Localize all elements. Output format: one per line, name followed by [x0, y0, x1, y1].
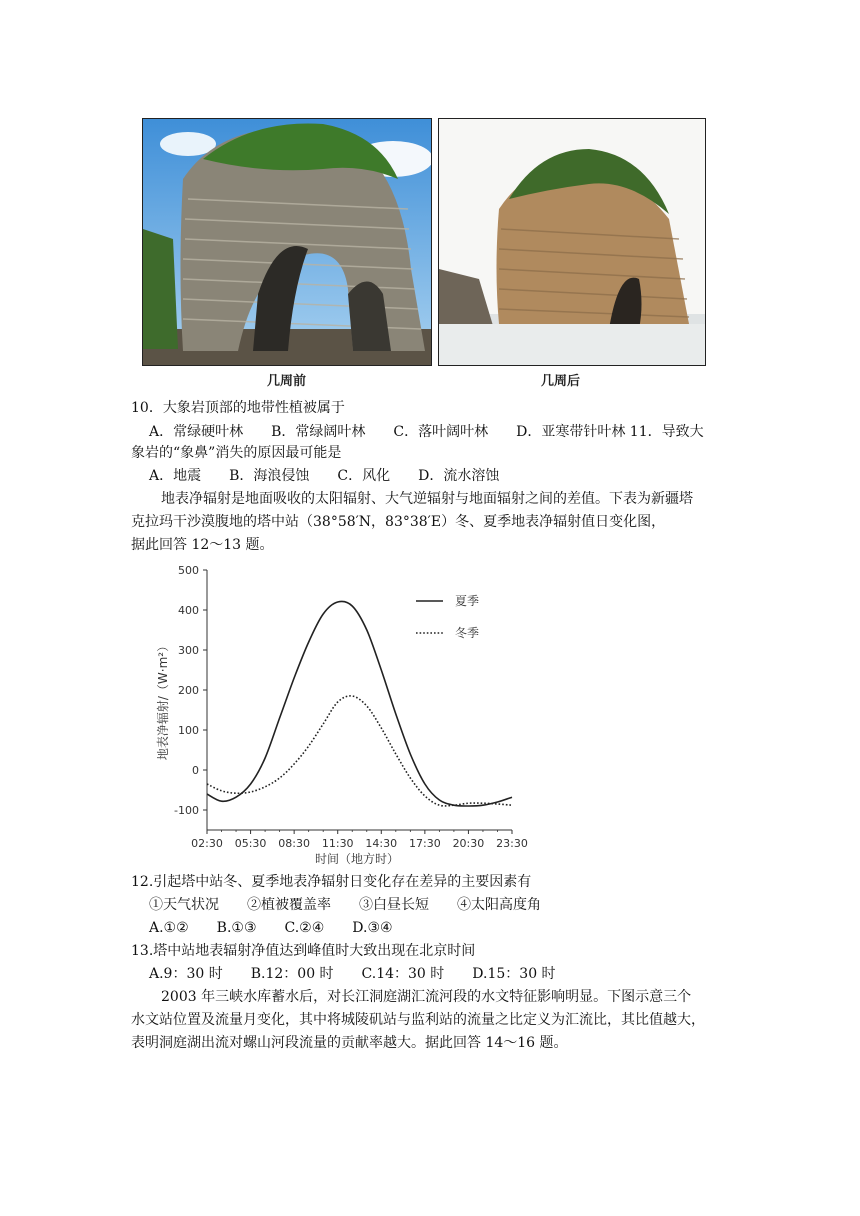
- x-tick-label: 11:30: [321, 837, 354, 850]
- photo-after-elephant-rock: [438, 118, 706, 366]
- passage2-line1: 2003 年三峡水库蓄水后，对长江洞庭湖汇流河段的水文特征影响明显。下图示意三个: [161, 989, 692, 1005]
- x-tick-label: 08:30: [278, 837, 310, 850]
- q10-options: A．常绿硬叶林 B．常绿阔叶林 C．落叶阔叶林 D．亚寒带针叶林 11．导致大: [149, 424, 704, 440]
- q12-stem: 12.引起塔中站冬、夏季地表净辐射日变化存在差异的主要因素有: [131, 874, 532, 890]
- x-tick-label: 23:30: [496, 837, 528, 850]
- x-axis-label: 时间（地方时）: [314, 852, 400, 866]
- passage1-line2: 克拉玛干沙漠腹地的塔中站（38°58′N，83°38′E）冬、夏季地表净辐射值日变化图，: [131, 514, 666, 530]
- photo-before-elephant-rock: [142, 118, 432, 366]
- y-axis-label: 地表净辐射/（W·m²）: [156, 639, 170, 761]
- passage2-line3: 表明洞庭湖出流对螺山河段流量的贡献率越大。据此回答 14～16 题。: [131, 1035, 568, 1051]
- x-tick-label: 17:30: [409, 837, 441, 850]
- legend: [416, 593, 479, 640]
- passage1-line1: 地表净辐射是地面吸收的太阳辐射、大气逆辐射与地面辐射之间的差值。下表为新疆塔: [161, 491, 693, 507]
- q11-options: A．地震 B．海浪侵蚀 C．风化 D．流水溶蚀: [149, 468, 500, 484]
- x-tick-label: 20:30: [452, 837, 485, 850]
- x-tick-label: 02:30: [191, 837, 223, 850]
- elephant-rock-after-image: [439, 119, 705, 365]
- net-radiation-chart: [150, 560, 530, 870]
- q11-stem: 象岩的“象鼻”消失的原因最可能是: [131, 445, 342, 461]
- caption-before: 几周前: [267, 374, 307, 389]
- legend-label: 夏季: [455, 594, 480, 608]
- passage1-line3: 据此回答 12～13 题。: [131, 537, 274, 553]
- caption-after: 几周后: [541, 374, 581, 389]
- series-line-winter: [207, 696, 512, 806]
- x-tick-label: 14:30: [365, 837, 398, 850]
- q12-options: A.①② B.①③ C.②④ D.③④: [149, 920, 393, 936]
- y-tick-label: 300: [178, 644, 199, 657]
- y-tick-label: 0: [192, 764, 199, 777]
- y-tick-label: 100: [178, 724, 199, 737]
- y-axis-label-group: [155, 640, 170, 760]
- legend-label: 冬季: [455, 626, 480, 640]
- y-tick-label: -100: [174, 804, 199, 817]
- y-tick-label: 500: [178, 564, 199, 577]
- q12-items: ①天气状况 ②植被覆盖率 ③白昼长短 ④太阳高度角: [149, 897, 541, 913]
- x-tick-label: 05:30: [234, 837, 267, 850]
- q10-stem: 10．大象岩顶部的地带性植被属于: [131, 400, 345, 416]
- q13-stem: 13.塔中站地表辐射净值达到峰值时大致出现在北京时间: [131, 943, 476, 959]
- elephant-rock-before-image: [143, 119, 431, 365]
- q13-options: A.9：30 时 B.12：00 时 C.14：30 时 D.15：30 时: [149, 966, 556, 982]
- passage2-line2: 水文站位置及流量月变化，其中将城陵矶站与监利站的流量之比定义为汇流比，其比值越大，: [131, 1012, 705, 1028]
- y-tick-label: 200: [178, 684, 199, 697]
- y-tick-label: 400: [178, 604, 199, 617]
